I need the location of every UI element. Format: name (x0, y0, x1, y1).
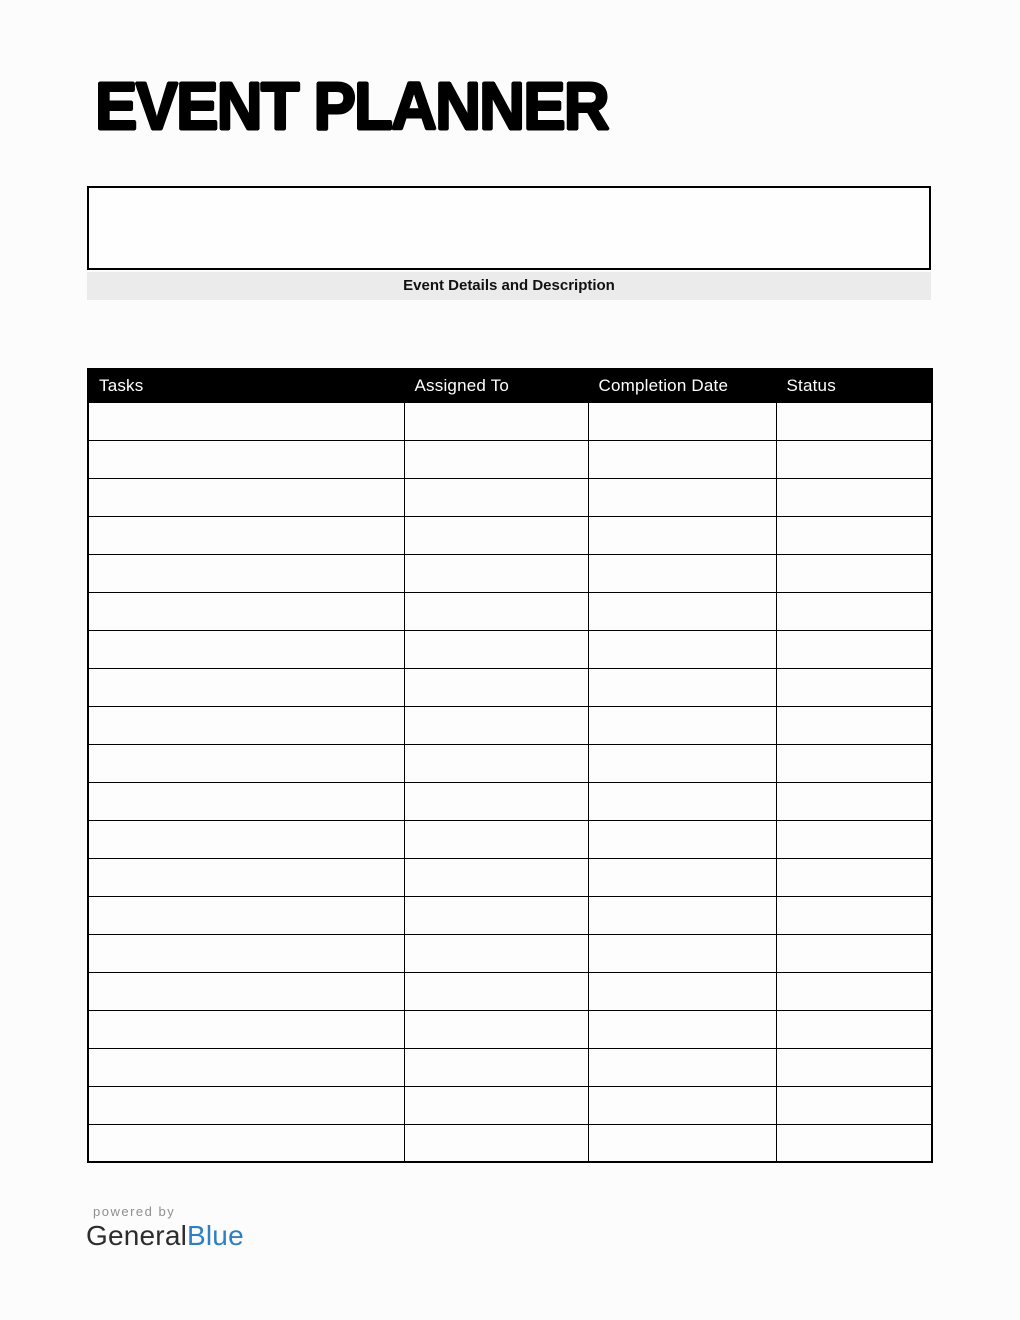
table-cell (776, 744, 932, 782)
table-row (88, 820, 932, 858)
table-cell (588, 516, 776, 554)
table-cell (588, 744, 776, 782)
table-row (88, 1124, 932, 1162)
table-cell (776, 554, 932, 592)
table-cell (404, 1010, 588, 1048)
brand-name-blue: Blue (187, 1220, 244, 1251)
table-cell (88, 1048, 404, 1086)
table-row (88, 972, 932, 1010)
table-cell (776, 1124, 932, 1162)
table-cell (588, 782, 776, 820)
table-cell (404, 668, 588, 706)
task-table-body (88, 402, 932, 1162)
table-cell (776, 934, 932, 972)
column-header-assigned-to: Assigned To (404, 369, 588, 402)
table-cell (88, 744, 404, 782)
table-cell (404, 706, 588, 744)
table-cell (588, 1048, 776, 1086)
table-cell (404, 972, 588, 1010)
table-cell (404, 1124, 588, 1162)
table-cell (88, 592, 404, 630)
table-cell (404, 744, 588, 782)
table-cell (404, 1086, 588, 1124)
table-cell (588, 440, 776, 478)
table-cell (88, 1124, 404, 1162)
table-cell (776, 1010, 932, 1048)
table-cell (404, 896, 588, 934)
table-row (88, 934, 932, 972)
table-row (88, 782, 932, 820)
table-cell (88, 1010, 404, 1048)
table-row (88, 858, 932, 896)
task-table-header (88, 369, 932, 402)
table-cell (776, 440, 932, 478)
table-cell (588, 706, 776, 744)
table-cell (776, 858, 932, 896)
table-cell (404, 1048, 588, 1086)
table-cell (588, 630, 776, 668)
table-cell (776, 896, 932, 934)
table-row (88, 630, 932, 668)
table-cell (88, 1086, 404, 1124)
event-details-box (87, 186, 931, 270)
powered-by-label: powered by (93, 1204, 176, 1219)
table-cell (88, 630, 404, 668)
table-cell (588, 896, 776, 934)
table-cell (588, 592, 776, 630)
event-details-caption: Event Details and Description (87, 272, 931, 300)
table-cell (404, 934, 588, 972)
table-cell (88, 668, 404, 706)
table-cell (588, 1124, 776, 1162)
table-cell (776, 630, 932, 668)
table-cell (404, 858, 588, 896)
table-cell (776, 402, 932, 440)
table-cell (776, 706, 932, 744)
table-cell (404, 478, 588, 516)
table-row (88, 516, 932, 554)
header-row (88, 369, 932, 402)
table-cell (404, 516, 588, 554)
table-cell (588, 934, 776, 972)
table-row (88, 668, 932, 706)
table-cell (88, 516, 404, 554)
table-cell (88, 478, 404, 516)
table-cell (588, 858, 776, 896)
table-cell (776, 478, 932, 516)
table-row (88, 1010, 932, 1048)
table-cell (776, 972, 932, 1010)
page-title: EVENT PLANNER (95, 69, 608, 144)
table-cell (776, 516, 932, 554)
table-cell (404, 630, 588, 668)
table-row (88, 478, 932, 516)
table-row (88, 706, 932, 744)
table-row (88, 402, 932, 440)
table-cell (588, 820, 776, 858)
table-cell (776, 782, 932, 820)
table-cell (588, 668, 776, 706)
table-cell (88, 554, 404, 592)
general-blue-logo (86, 1220, 244, 1252)
table-cell (588, 972, 776, 1010)
table-cell (88, 858, 404, 896)
task-table (87, 368, 933, 1163)
table-cell (776, 820, 932, 858)
column-header-tasks: Tasks (88, 369, 404, 402)
table-cell (776, 668, 932, 706)
table-cell (404, 402, 588, 440)
column-header-completion-date: Completion Date (588, 369, 776, 402)
table-row (88, 592, 932, 630)
brand-name-general: General (86, 1220, 188, 1251)
table-row (88, 440, 932, 478)
table-cell (404, 820, 588, 858)
table-cell (88, 934, 404, 972)
table-cell (404, 440, 588, 478)
table-row (88, 554, 932, 592)
table-cell (588, 554, 776, 592)
table-row (88, 896, 932, 934)
table-cell (776, 592, 932, 630)
column-header-status: Status (776, 369, 932, 402)
table-cell (404, 782, 588, 820)
table-cell (88, 820, 404, 858)
table-cell (404, 592, 588, 630)
table-row (88, 1086, 932, 1124)
table-cell (88, 782, 404, 820)
table-cell (88, 706, 404, 744)
table-cell (88, 440, 404, 478)
table-cell (776, 1086, 932, 1124)
table-cell (588, 1086, 776, 1124)
table-cell (88, 402, 404, 440)
table-cell (588, 478, 776, 516)
table-row (88, 744, 932, 782)
table-cell (588, 402, 776, 440)
table-cell (776, 1048, 932, 1086)
table-cell (88, 972, 404, 1010)
table-cell (588, 1010, 776, 1048)
table-cell (404, 554, 588, 592)
table-cell (88, 896, 404, 934)
table-row (88, 1048, 932, 1086)
